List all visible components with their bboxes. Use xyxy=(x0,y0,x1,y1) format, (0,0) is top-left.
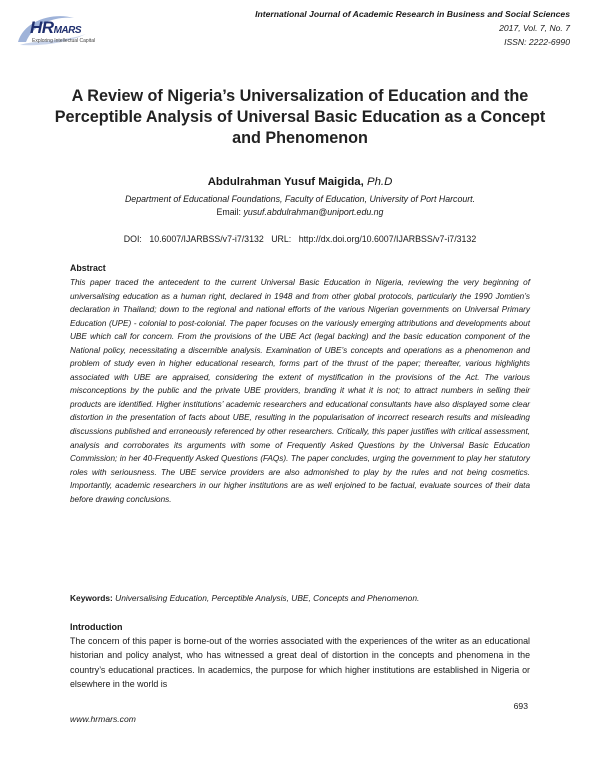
author-email[interactable]: yusuf.abdulrahman@uniport.edu.ng xyxy=(243,207,384,217)
abstract-text: This paper traced the antecedent to the current Universal Basic Education in Nigeria, reviewing the very beginning of universalising education as a human right, declared in 1948 and from other global protocols, particularly the 1990 Jomtien’s declaration in Thailand; down to the regional and national efforts of the various Nigerian governments on Universal Primary Education (UPE) - colonial to post-colonial. The paper focuses on the variously emerging attributions and developments about UBE which call for concern. From the provisions of the UBE Act (legal backing) and the basic education component of the National policy, necessitating a discernible analysis. Examination of UBE’s concepts and operations as a phenomenon and problem of study even in higher educational research, forms part of the thrust of the paper; thereafter, various highlights associated with UBE are appraised, considering the extent of mystification in the provisions of the Act. The various misconceptions by the public and the private UBE providers, branding it what it is not; to attract numbers in selling their products are identified. Higher institutions’ academic researchers and educational consultants have also displayed some clear distortion in the presentation of facts about UBE, resulting in the popularisation of incorrect research results and misleading discussions published and erroneously referenced by other researchers. Critically, this paper justifies with critical assessment, analysis and corroborates its arguments with some of Frequently Asked Questions by the Universal Basic Education Commission; in her 40-Frequently Asked Questions (FAQs). The paper concludes, urging the government to play her statutory roles with seriousness. The UBE service providers are also admonished to play by the rules and not being cosmetics. Importantly, academic researchers in our higher institutions are as well enjoined to be factual, evaluate sources of their data before drawing conclusions. xyxy=(70,278,530,504)
keywords-text: Universalising Education, Perceptible Analysis, UBE, Concepts and Phenomenon. xyxy=(115,593,420,603)
author-email-line xyxy=(0,206,600,219)
journal-issn: ISSN: 2222-6990 xyxy=(504,37,570,47)
abstract-heading: Abstract xyxy=(70,263,106,273)
introduction-heading: Introduction xyxy=(70,622,123,632)
logo-tagline: Exploring Intellectual Capital xyxy=(32,38,96,44)
journal-info xyxy=(255,7,570,49)
author-name: Abdulrahman Yusuf Maigida xyxy=(207,176,361,188)
email-label: Email: xyxy=(216,207,241,217)
author-affiliation: Department of Educational Foundations, Faculty of Education, University of Port Harcourt. xyxy=(124,194,476,204)
page-number: 693 xyxy=(513,701,528,711)
doi-value[interactable]: 10.6007/IJARBSS/v7-i7/3132 xyxy=(149,234,264,244)
author-line: Abdulrahman Yusuf Maigida, Ph.D xyxy=(207,176,393,188)
paper-title: A Review of Nigeria’s Universalization of Education and the Perceptible Analysis of Universal Basic Education as a Concept and Phenomenon xyxy=(54,87,546,147)
keywords-line xyxy=(70,593,540,603)
footer-website[interactable]: www.hrmars.com xyxy=(70,714,136,724)
hrmars-logo xyxy=(14,12,104,48)
introduction-text: The concern of this paper is borne-out of the worries associated with the experiences of the writer as an educational historian and policy analyst, who has witnessed a great deal of distortion in the concepts and phenomena in the country’s educational practices. In academics, the purpose for which higher institutions are established in Nigeria or elsewhere in the world is xyxy=(70,636,530,690)
logo-wordmark: HRMARS xyxy=(30,18,82,37)
journal-name: International Journal of Academic Research in Business and Social Sciences xyxy=(255,9,570,19)
doi-url[interactable]: http://dx.doi.org/10.6007/IJARBSS/v7-i7/3132 xyxy=(298,234,477,244)
journal-volume: 2017, Vol. 7, No. 7 xyxy=(499,23,570,33)
author-degree: Ph.D xyxy=(366,176,393,188)
keywords-label: Keywords: xyxy=(70,593,113,603)
doi-line xyxy=(0,234,600,244)
doi-label: DOI: xyxy=(123,234,142,244)
url-label: URL: xyxy=(271,234,292,244)
